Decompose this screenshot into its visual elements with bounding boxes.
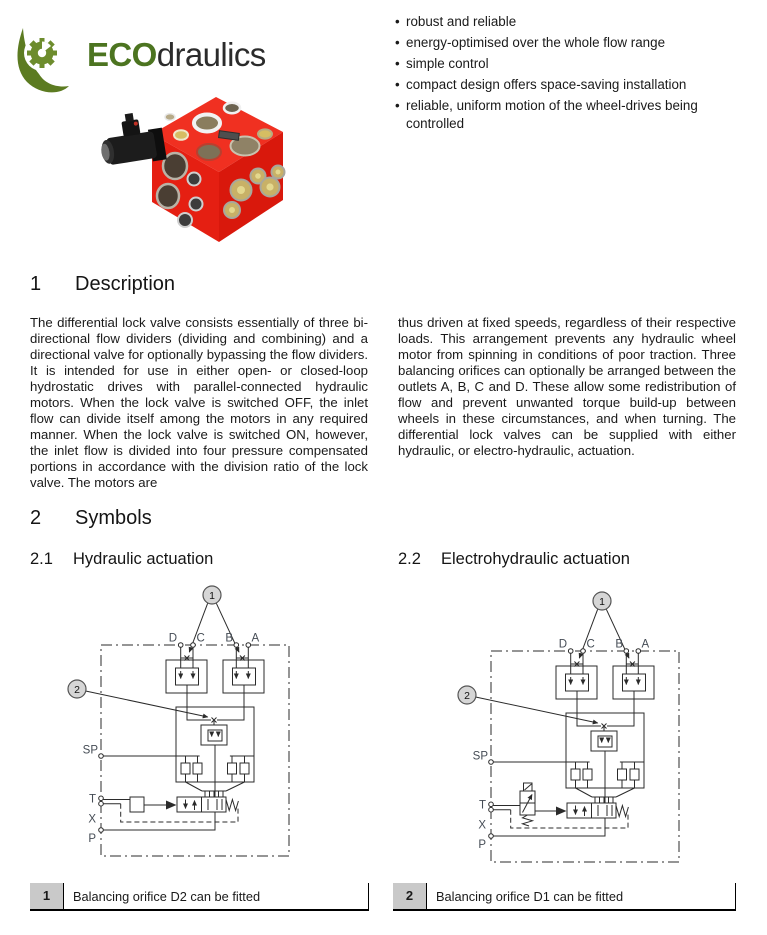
description-column-left: The differential lock valve consists essentially of three bi-directional flow dividers (dividing and combining) and a directional valve for optionally bypassing the flow dividers. It is intended for use in either open- or closed-loop hydrostatic drives with parallel-connected hydraulic motors. When the lock valve is switched OFF, the inlet flow can divide itself among the motors in any required manner. When the lock valve is switched ON, however, the inlet flow is divided into four pressure compensated portions in accordance with the division ratio of the lock valve. The motors are (30, 315, 368, 490)
section-title: Symbols (75, 507, 152, 529)
footnote-number: 1 (30, 883, 64, 909)
ports (489, 649, 641, 839)
port-label-d: D (168, 632, 177, 645)
callout-1-number: 1 (209, 589, 215, 602)
callout-2-leader (86, 691, 208, 717)
port-label-x: X (478, 819, 486, 832)
pilot-line (121, 804, 238, 822)
product-image (95, 84, 295, 246)
ports (99, 643, 251, 833)
port-label-sp: SP (472, 750, 488, 763)
solenoid-pilot-valve (520, 783, 535, 826)
schematic-electrohydraulic-actuation (449, 585, 767, 875)
footnote-text: Balancing orifice D1 can be fitted (427, 883, 736, 909)
subsection-heading-electrohydraulic (398, 549, 630, 569)
description-column-right: thus driven at fixed speeds, regardless of their respective loads. This arrangement prevents any hydraulic wheel motor from spinning in conditions of poor traction. Three balancing orifices can optionally be arranged between the outlets A, B, C and D. These allow some redistribution of flow and prevent unwanted torque build-up between wheels in these circumstances, and when turning. The differential lock valves can be supplied with either hydraulic, or electro-hydraulic, actuation. (398, 315, 736, 458)
subsection-number: 2.2 (398, 550, 421, 568)
port-label-a: A (641, 638, 650, 651)
valve-boundary-box (491, 651, 679, 862)
port-labels (473, 639, 650, 852)
port-label-p: P (88, 833, 96, 845)
brand-draulics: draulics (156, 36, 266, 73)
subsection-heading-hydraulic (30, 549, 213, 569)
pilot-orifice (130, 797, 144, 812)
feature-item: • compact design offers space-saving installation (394, 76, 746, 94)
section-number: 1 (30, 273, 42, 295)
footnote-1 (30, 883, 369, 911)
section-heading-symbols (30, 506, 152, 530)
company-logo (13, 26, 79, 94)
gear-icon (27, 38, 57, 68)
port-label-p: P (478, 839, 486, 851)
leaf-gear-icon (13, 26, 79, 94)
port-label-x: X (88, 813, 96, 826)
footnote-text: Balancing orifice D2 can be fitted (64, 883, 369, 909)
pilot-arrow (556, 807, 567, 816)
port-label-a: A (251, 632, 260, 645)
callout-2-leader (476, 697, 598, 723)
feature-item: • simple control (394, 55, 746, 73)
callout-2-number: 2 (74, 683, 80, 696)
feature-item: • reliable, uniform motion of the wheel-drives being controlled (394, 97, 746, 132)
port-label-b: B (225, 632, 233, 645)
port-label-sp: SP (82, 744, 98, 757)
schematic-hydraulic-actuation (59, 579, 389, 869)
footnote-number: 2 (393, 883, 427, 909)
pilot-arrow (166, 801, 177, 810)
port-label-t: T (478, 799, 486, 812)
valve-boundary-box (101, 645, 289, 856)
footnote-2 (393, 883, 736, 911)
feature-item: • energy-optimised over the whole flow range (394, 34, 746, 52)
solenoid (96, 109, 167, 169)
callout-2-number: 2 (464, 689, 470, 702)
feature-list (394, 13, 746, 136)
subsection-number: 2.1 (30, 550, 53, 568)
port-label-b: B (615, 638, 623, 651)
valve-spring (226, 800, 238, 811)
section-number: 2 (30, 507, 42, 529)
feature-item: • robust and reliable (394, 13, 746, 31)
subsection-title: Hydraulic actuation (73, 550, 214, 568)
port-label-c: C (196, 632, 205, 645)
brand-eco: ECO (87, 36, 157, 73)
section-heading-description (30, 272, 175, 296)
port-label-c: C (586, 638, 595, 651)
port-label-t: T (88, 793, 96, 806)
valve-spring (616, 806, 628, 817)
section-title: Description (75, 273, 176, 295)
port-labels (83, 633, 260, 846)
subsection-title: Electrohydraulic actuation (441, 550, 630, 568)
callout-1-number: 1 (599, 595, 605, 608)
brand-text (87, 37, 266, 73)
port-label-d: D (558, 638, 567, 651)
